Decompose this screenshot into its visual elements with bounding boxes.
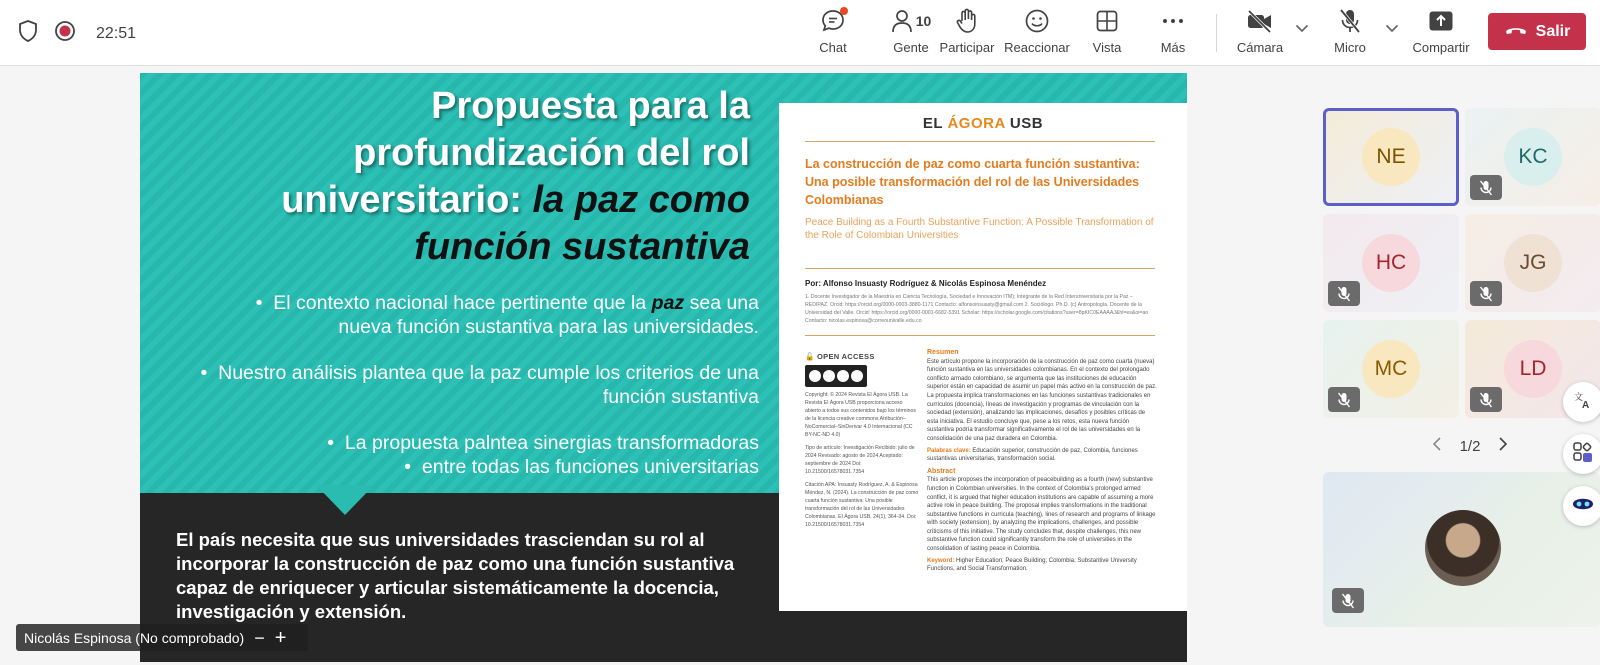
share-button[interactable] — [1405, 6, 1477, 62]
article-title-english: Peace Building as a Fourth Substantive Function: A Possible Transformation of the Role of Colombian Universities — [805, 217, 1154, 241]
translate-button[interactable] — [1563, 382, 1600, 422]
chat-button[interactable] — [798, 6, 868, 62]
participant-avatar: JG — [1504, 234, 1562, 292]
slide-title-text: Propuesta para la profundización del rol universitario: — [281, 85, 750, 221]
article-sidebar — [805, 353, 919, 529]
unread-badge — [840, 7, 848, 15]
keywords: Keyword: Higher Education; Peace Building; Colombia; Substantive University Functions, and Social Transformation. — [927, 557, 1137, 573]
camera-options-chevron-icon[interactable] — [1295, 22, 1309, 36]
lock-icon: 🔓 — [805, 352, 815, 361]
slide-bullet: • El contexto nacional hace pertinente que la paz sea una nueva función sustantiva para las universidades. — [255, 292, 759, 338]
participant-avatar: LD — [1504, 340, 1562, 398]
bullet-text: sea una nueva función sustantiva para las universidades. — [338, 292, 759, 338]
more-icon — [1161, 6, 1185, 36]
mic-options-chevron-icon[interactable] — [1385, 22, 1399, 36]
share-icon — [1428, 6, 1454, 36]
article-dates: Tipo de artículo: Investigación Recibido: julio de 2024 Revisado: agosto de 2024 Aceptado: septiembre de 2024 Doi: 10.21500/16578031.7354 — [805, 445, 915, 475]
resumen-text: Este artículo propone la incorporación de la construcción de paz como cuarta (nueva) función sustantiva en las universidades colombianas. En el contexto del prolongado conflicto armado colombiano, se argumenta que las instituciones de educación superior están en capacidad de asumir un papel más activo en la construcción de paz. La propuesta implica transformaciones en las funciones sustantivas tradicionales en currículos (docencia), líneas de investigación y programas de vinculación con la sociedad (extensión), analizando las implicaciones, desafíos y posibles críticas de esta iniciativa. El estudio concluye que, pese a los retos, esta nueva función sustantiva podría transformar significativamente el rol de las universidades en la consolidación de una paz duradera en Colombia. — [927, 358, 1157, 442]
mic-button[interactable] — [1315, 6, 1385, 62]
shared-slide — [140, 73, 1187, 662]
slide-bullet: • Nuestro análisis plantea que la paz cumple los criterios de una función sustantiva — [200, 362, 759, 408]
people-count: 10 — [915, 13, 932, 29]
react-button[interactable] — [1001, 6, 1073, 62]
bullet-text: entre todas las funciones universitarias — [421, 456, 759, 478]
zoom-in-icon[interactable]: + — [274, 626, 287, 649]
slide-title-emphasis: la paz como función sustantiva — [414, 179, 750, 268]
open-access-label: 🔓 OPEN ACCESS — [805, 352, 875, 361]
presenter-name: Nicolás Espinosa (No comprobado) — [24, 629, 245, 646]
article-authors: Por: Alfonso Insuasty Rodríguez & Nicolás Espinosa Menéndez — [805, 279, 1047, 288]
journal-article-page — [779, 103, 1187, 611]
author-affiliations: 1. Docente Investigador de la Maestría en Ciencia Tecnología, Sociedad e Innovación ITM); Integrante de la Red Interuniversitaria por la Paz – REDIPAZ. Orcid: https://orcid.org/0000-0003-3880-1171 Contacto: alfonsoinsuasty@gmail.com 2. Sociólogo. Ph.D. (c) Antropología. Docente de la Universidad del Valle. Orcid: https://orcid.org/0000-0001-6682-5391 Scholar: https://scholar.google.com/citations?user=8pKIC0EAAAAJ&hl=es&oi=ao Contacto: nicolas.espinosa@correounivalle.edu.co — [805, 294, 1149, 324]
mic-off-icon — [1328, 281, 1360, 306]
person-icon — [891, 8, 913, 34]
chat-label: Chat — [819, 40, 847, 55]
smiley-icon — [1024, 6, 1050, 36]
camera-off-icon — [1246, 6, 1274, 36]
mic-label: Micro — [1334, 40, 1366, 55]
presenter-name-tag — [16, 624, 308, 651]
resumen-heading: Resumen — [927, 349, 959, 356]
divider — [805, 268, 1155, 269]
slide-bullets — [199, 291, 759, 501]
hand-icon — [955, 6, 979, 36]
mic-off-icon — [1470, 281, 1502, 306]
bullet-text: Nuestro análisis plantea que la paz cumple los criterios de una función sustantiva — [218, 362, 759, 408]
mic-off-icon — [1338, 6, 1362, 36]
copilot-icon — [1570, 494, 1596, 519]
divider — [805, 141, 1155, 142]
camera-button[interactable] — [1225, 6, 1295, 62]
react-label: Reaccionar — [1004, 40, 1070, 55]
mic-off-icon — [1470, 387, 1502, 412]
mic-off-icon — [1470, 175, 1502, 200]
view-button[interactable] — [1072, 6, 1142, 62]
page-indicator: 1/2 — [1459, 437, 1481, 455]
abstract-heading: Abstract — [927, 467, 956, 475]
self-avatar-photo — [1425, 510, 1501, 586]
translate-icon — [1573, 390, 1593, 415]
participant-tile[interactable] — [1323, 214, 1459, 312]
raise-hand-button[interactable] — [932, 6, 1002, 62]
apa-citation: Citación APA: Insuasty Rodríguez, A. & Espinosa Méndez, N. (2024). La construcción de paz como cuarta función sustantiva: Una posible transformación del rol de las Universidades Colombianas. El Ágora USB, 24(1), 364-34. Doi: 10.21500/16578031.7354 — [805, 482, 919, 528]
participant-avatar: HC — [1362, 234, 1420, 292]
shield-icon — [18, 20, 38, 47]
hang-up-icon — [1504, 23, 1528, 41]
more-button[interactable] — [1138, 6, 1208, 62]
participant-tile[interactable] — [1323, 108, 1459, 206]
participant-avatar: MC — [1362, 340, 1420, 398]
participant-tile[interactable] — [1323, 320, 1459, 418]
apps-button[interactable] — [1563, 434, 1600, 474]
bullet-text: La propuesta palntea sinergias transformadoras — [344, 432, 759, 454]
palabras-clave: Palabras clave: Educación superior, construcción de paz, Colombia, funciones sustantivas universitarias, transformación social. — [927, 447, 1138, 463]
leave-button[interactable] — [1488, 13, 1586, 50]
camera-label: Cámara — [1236, 40, 1284, 55]
share-label: Compartir — [1412, 40, 1470, 55]
meeting-status — [18, 20, 136, 47]
leave-label: Salir — [1535, 22, 1571, 40]
svg-text:A: A — [1582, 399, 1590, 410]
participant-avatar: NE — [1362, 128, 1420, 186]
zoom-out-icon[interactable]: − — [254, 627, 265, 648]
copilot-button[interactable] — [1563, 486, 1600, 526]
recording-icon — [54, 20, 76, 47]
people-icon-wrap — [891, 6, 932, 36]
meeting-timer: 22:51 — [96, 24, 137, 42]
view-label: Vista — [1092, 40, 1122, 55]
toolbar-divider — [1216, 14, 1217, 52]
divider — [805, 335, 1155, 336]
bullet-text: El contexto nacional hace pertinente que la — [273, 292, 647, 314]
meeting-toolbar — [0, 0, 1600, 66]
bullet-keyword: paz — [651, 292, 685, 314]
grid-icon — [1095, 6, 1119, 36]
mic-off-icon — [1332, 588, 1364, 613]
creative-commons-badge-icon — [805, 365, 867, 387]
chat-icon — [820, 6, 846, 36]
slide-title — [240, 83, 750, 271]
mic-off-icon — [1328, 387, 1360, 412]
raise-hand-label: Participar — [939, 40, 995, 55]
participant-avatar: KC — [1504, 128, 1562, 186]
self-video-tile[interactable] — [1323, 472, 1600, 627]
abstract-text: This article proposes the incorporation of peacebuilding as a fourth (new) substantive function in Colombian universities. In the context of Colombia's prolonged armed conflict, it is argued that higher education institutions are capable of assuming a more active role in peace building. The proposal implies transformations in the traditional substantive functions in curricula (teaching), lines of research and programs of linkage with society (extension), by analyzing the implications, challenges, and possible criticisms of this initiative. The study concludes that, despite challenges, this new substantive function could significantly transform the role of universities in the consolidation of lasting peace in Colombia. — [927, 477, 1156, 553]
more-label: Más — [1160, 40, 1186, 55]
people-label: Gente — [893, 40, 929, 55]
copyright-notice: Copyright: © 2024 Revista El Ágora USB. La Revista El Ágora USB proporciona acceso abierto a todos sus contenidos bajo los términos de la licencia creative commons Atribución–NoComercial–SinDerivar 4.0 Internacional (CC BY-NC-ND 4.0) — [805, 392, 917, 438]
slide-conclusion: El país necesita que sus universidades trasciendan su rol al incorporar la construcción de paz como una función sustantiva capaz de enriquecer y articular sistemáticamente la docencia, investigación y extensión. — [176, 529, 735, 622]
article-title: La construcción de paz como cuarta función sustantiva: Una posible transformación del rol de las Universidades Colombianas — [805, 157, 1140, 207]
participant-tile[interactable] — [1465, 214, 1600, 312]
chevron-left-icon[interactable] — [1432, 437, 1442, 455]
gallery-pager — [1420, 437, 1520, 455]
article-abstract — [927, 349, 1157, 574]
chevron-right-icon[interactable] — [1498, 437, 1508, 455]
svg-text:文: 文 — [1574, 391, 1584, 402]
participant-tile[interactable] — [1465, 108, 1600, 206]
journal-logo: EL ÁGORA USB — [922, 115, 1044, 132]
apps-icon — [1572, 441, 1594, 468]
slide-bullet: • La propuesta palntea sinergias transformadoras • entre todas las funciones universitarias — [327, 432, 759, 478]
